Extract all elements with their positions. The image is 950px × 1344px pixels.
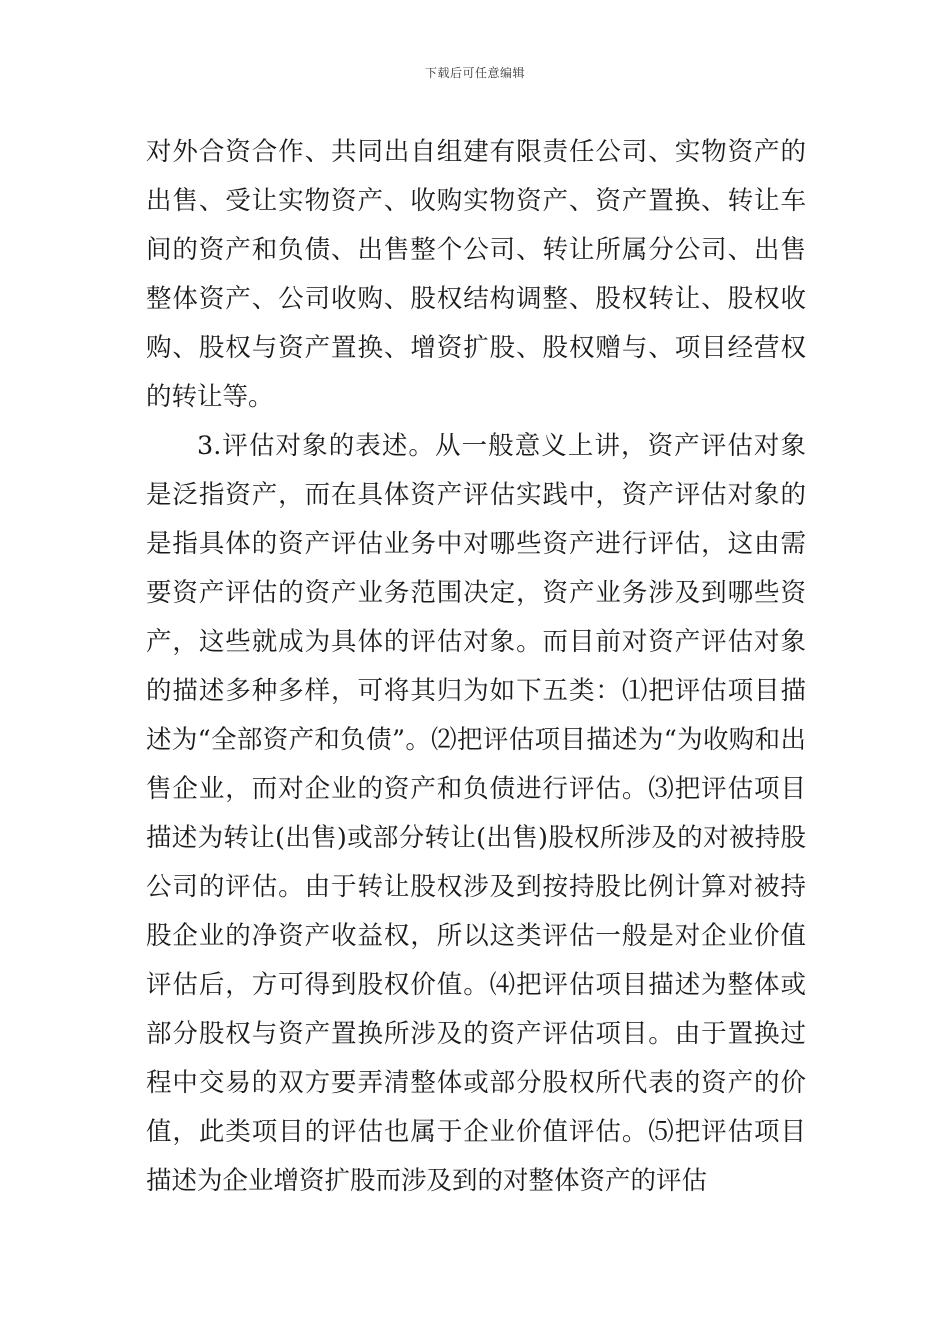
paragraph-evaluation-object: 3.评估对象的表述。从一般意义上讲，资产评估对象是泛指资产，而在具体资产评估实践中，资产评估对象的是指具体的资产评估业务中对哪些资产进行评估，这由需要资产评估的资产业务范围决定，资产业务涉及到哪些资产，这些就成为具体的评估对象。而目前对资产评估对象的描述多种多样，可将其归为如下五类：⑴把评估项目描述为“全部资产和负债”。⑵把评估项目描述为“为收购和出售企业，而对企业的资产和负债进行评估。⑶把评估项目描述为转让(出售)或部分转让(出售)股权所涉及的对被持股公司的评估。由于转让股权涉及到按持股比例计算对被持股企业的净资产收益权，所以这类评估一般是对企业价值评估后，方可得到股权价值。⑷把评估项目描述为整体或部分股权与资产置换所涉及的资产评估项目。由于置换过程中交易的双方要弄清整体或部分股权所代表的资产的价值，此类项目的评估也属于企业价值评估。⑸把评估项目描述为企业增资扩股而涉及到的对整体资产的评估 — [146, 431, 806, 1196]
document-body — [146, 128, 806, 1206]
page-header-note: 下载后可任意编辑 — [424, 66, 525, 80]
paragraph-continued: 对外合资合作、共同出自组建有限责任公司、实物资产的出售、受让实物资产、收购实物资产、资产置换、转让车间的资产和负债、出售整个公司、转让所属分公司、出售整体资产、公司收购、股权结构调整、股权转让、股权收购、股权与资产置换、增资扩股、股权赠与、项目经营权的转让等。 — [146, 137, 806, 412]
